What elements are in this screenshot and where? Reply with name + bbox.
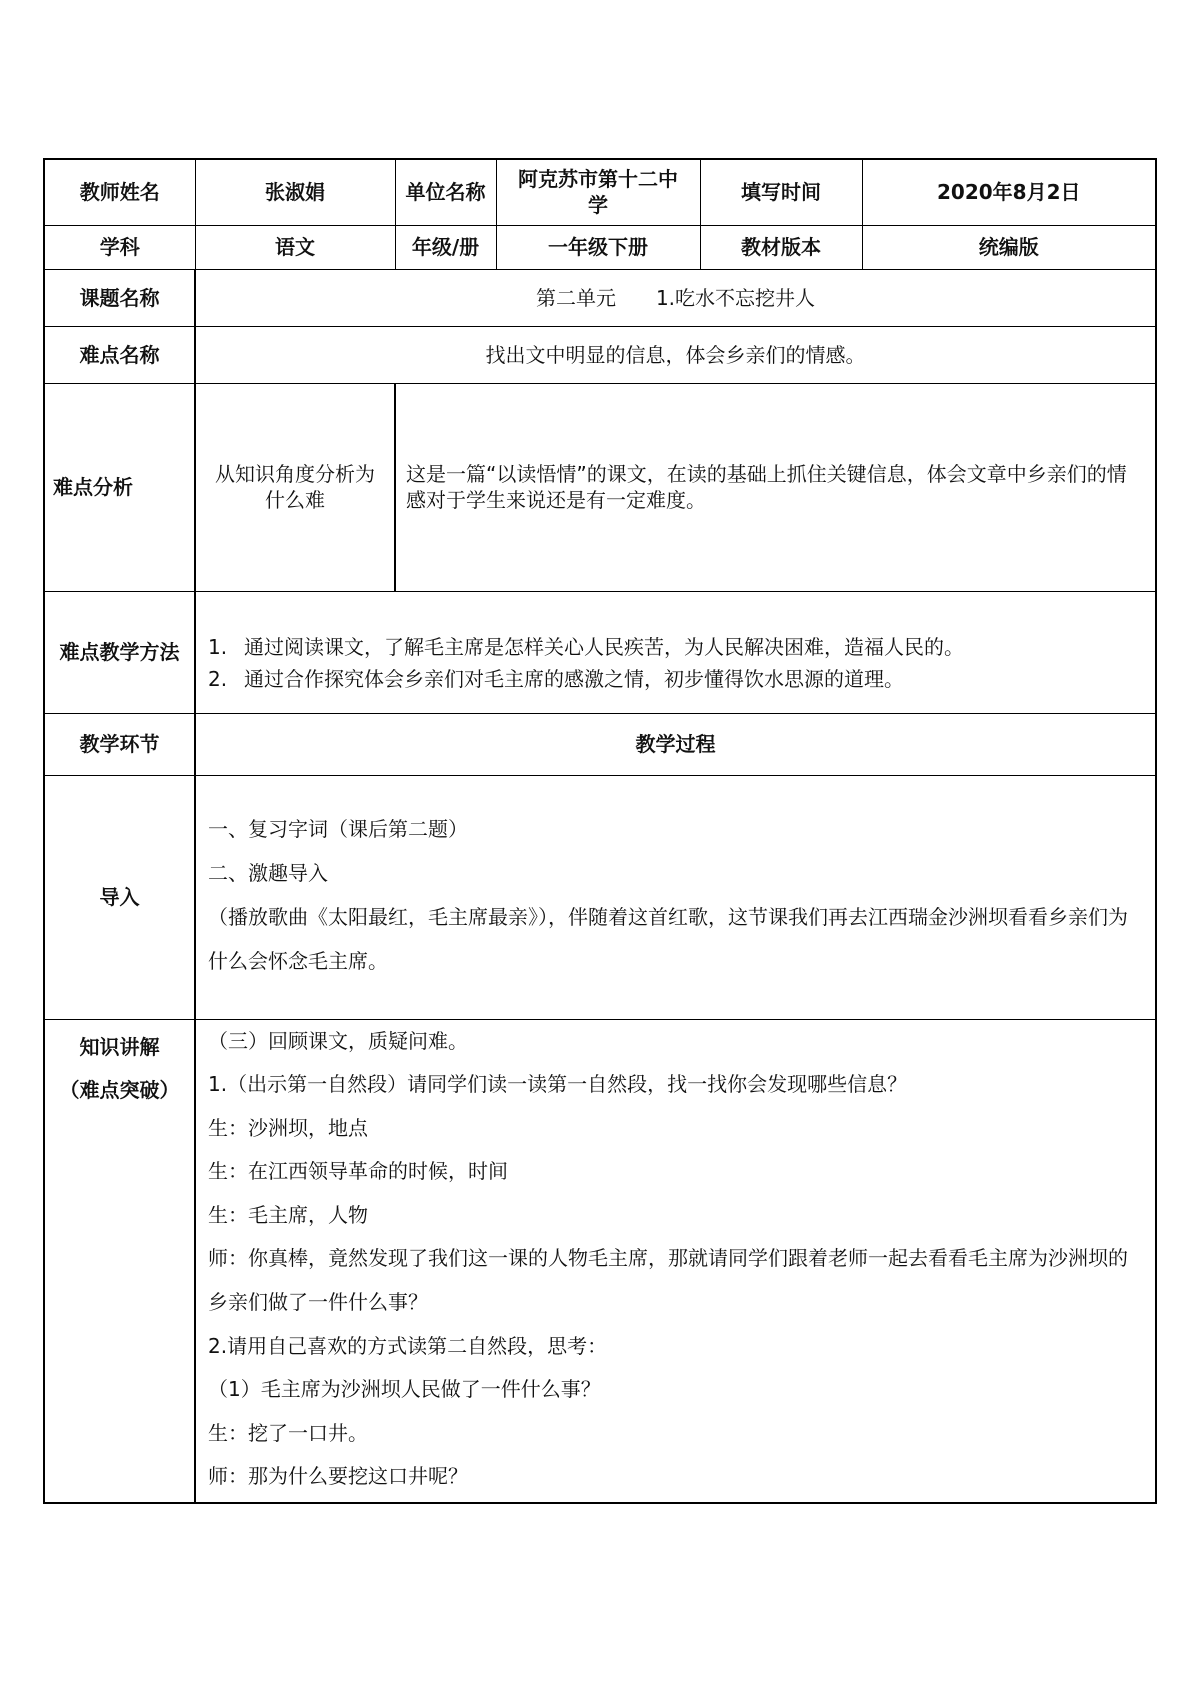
analysis-label: 难点分析 bbox=[44, 383, 195, 591]
analysis-sub-label: 从知识角度分析为什么难 bbox=[195, 383, 395, 591]
analysis-row bbox=[44, 383, 1156, 591]
knowledge-row bbox=[44, 1019, 1156, 1503]
teacher-name-label: 教师姓名 bbox=[44, 159, 195, 225]
lesson-plan-table bbox=[43, 158, 1157, 1504]
intro-line: 一、复习字词（课后第二题） bbox=[208, 817, 468, 841]
knowledge-line: 师：你真棒，竟然发现了我们这一课的人物毛主席，那就请同学们跟着老师一起去看看毛主席为沙洲坝的乡亲们做了一件什么事？ bbox=[208, 1246, 1128, 1315]
method-item-text: 通过阅读课文，了解毛主席是怎样关心人民疾苦，为人民解决困难，造福人民的。 bbox=[244, 635, 964, 659]
process-step-label: 教学环节 bbox=[44, 713, 195, 775]
topic-row bbox=[44, 269, 1156, 326]
knowledge-label-line-1: 知识讲解 bbox=[79, 1034, 160, 1059]
unit-name-label: 单位名称 bbox=[395, 159, 496, 225]
grade-label: 年级/册 bbox=[395, 225, 496, 269]
intro-line: （播放歌曲《太阳最红，毛主席最亲》），伴随着这首红歌，这节课我们再去江西瑞金沙洲坝看看乡亲们为什么会怀念毛主席。 bbox=[208, 905, 1128, 973]
subject-value: 语文 bbox=[195, 225, 395, 269]
knowledge-line: （1）毛主席为沙洲坝人民做了一件什么事？ bbox=[208, 1377, 601, 1402]
header-row-2 bbox=[44, 225, 1156, 269]
knowledge-line: 生：挖了一口井。 bbox=[208, 1420, 368, 1445]
methods-row bbox=[44, 591, 1156, 713]
process-title: 教学过程 bbox=[195, 713, 1156, 775]
intro-line: 二、激趣导入 bbox=[208, 861, 328, 885]
subject-label: 学科 bbox=[44, 225, 195, 269]
topic-label: 课题名称 bbox=[44, 269, 195, 326]
knowledge-line: 生：在江西领导革命的时候，时间 bbox=[208, 1159, 508, 1184]
analysis-text: 这是一篇“以读悟情”的课文，在读的基础上抓住关键信息，体会文章中乡亲们的情感对于学生来说还是有一定难度。 bbox=[395, 383, 1156, 591]
knowledge-content bbox=[195, 1019, 1156, 1503]
knowledge-line: 2.请用自己喜欢的方式读第二自然段，思考： bbox=[208, 1333, 608, 1358]
methods-label: 难点教学方法 bbox=[44, 591, 195, 713]
knowledge-line: 生：毛主席，人物 bbox=[208, 1202, 368, 1227]
knowledge-line: 1.（出示第一自然段）请同学们读一读第一自然段，找一找你会发现哪些信息？ bbox=[208, 1072, 908, 1097]
intro-label: 导入 bbox=[44, 775, 195, 1019]
grade-value: 一年级下册 bbox=[496, 225, 700, 269]
knowledge-label-line-2: （难点突破） bbox=[59, 1077, 180, 1102]
intro-row bbox=[44, 775, 1156, 1019]
knowledge-label bbox=[44, 1019, 195, 1503]
knowledge-line: （三）回顾课文，质疑问难。 bbox=[208, 1028, 468, 1053]
unit-name-value: 阿克苏市第十二中学 bbox=[496, 159, 700, 225]
intro-content bbox=[195, 775, 1156, 1019]
method-item-number: 2. bbox=[208, 667, 228, 691]
process-header-row bbox=[44, 713, 1156, 775]
knowledge-line: 师：那为什么要挖这口井呢？ bbox=[208, 1464, 468, 1489]
difficulty-value: 找出文中明显的信息，体会乡亲们的情感。 bbox=[195, 326, 1156, 383]
edition-label: 教材版本 bbox=[700, 225, 862, 269]
knowledge-line: 生：沙洲坝，地点 bbox=[208, 1115, 368, 1140]
teacher-name-value: 张淑娟 bbox=[195, 159, 395, 225]
methods-list bbox=[195, 591, 1156, 713]
method-item bbox=[208, 631, 1143, 663]
difficulty-label: 难点名称 bbox=[44, 326, 195, 383]
fill-date-label: 填写时间 bbox=[700, 159, 862, 225]
method-item bbox=[208, 663, 1143, 695]
method-item-text: 通过合作探究体会乡亲们对毛主席的感激之情，初步懂得饮水思源的道理。 bbox=[244, 667, 904, 691]
topic-value: 第二单元 1.吃水不忘挖井人 bbox=[195, 269, 1156, 326]
difficulty-row bbox=[44, 326, 1156, 383]
fill-date-value: 2020年8月2日 bbox=[862, 159, 1156, 225]
edition-value: 统编版 bbox=[862, 225, 1156, 269]
method-item-number: 1. bbox=[208, 635, 228, 659]
header-row-1 bbox=[44, 159, 1156, 225]
